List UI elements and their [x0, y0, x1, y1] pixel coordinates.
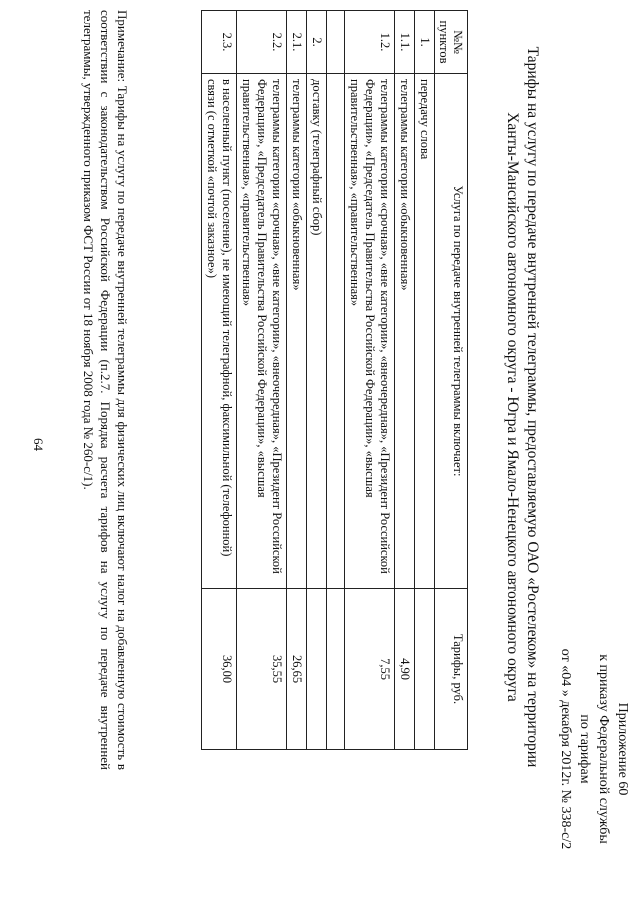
annex-order-scope: по тарифам — [577, 714, 592, 784]
table-row — [307, 11, 327, 750]
table-row — [202, 11, 237, 750]
row-num: 1. — [415, 11, 435, 74]
table-row — [345, 11, 395, 750]
row-num: 2.1. — [287, 11, 307, 74]
row-service: телеграммы категории «срочная», «вне категории», «внеочередная», «Президент Российской Федерации», «Председатель Правительства Российской Федерации», «высшая правительственная», «правительственная» — [237, 74, 287, 589]
row-num: 1.2. — [345, 11, 395, 74]
table-row — [415, 11, 435, 750]
row-tariff — [307, 589, 327, 750]
row-tariff: 26,65 — [287, 589, 307, 750]
row-tariff: 35,55 — [237, 589, 287, 750]
row-service — [327, 74, 345, 589]
row-num: 2. — [307, 11, 327, 74]
row-num: 1.1. — [395, 11, 415, 74]
document-title: Тарифы на услугу по передаче внутренней телеграммы, предоставляемую ОАО «Ростелеком» на территории Ханты-Мансийского автономного округа - Югра и Ямало-Ненецкого автономного округа — [504, 46, 541, 768]
row-tariff — [327, 589, 345, 750]
header-service: Услуга по передаче внутренней телеграммы включает: — [435, 74, 468, 589]
tariff-table — [201, 10, 468, 750]
row-tariff: 4,90 — [395, 589, 415, 750]
row-tariff: 36,00 — [202, 589, 237, 750]
table-row-empty — [327, 11, 345, 750]
row-service: доставку (телеграфный сбор) — [307, 74, 327, 589]
annex-number: Приложение 60 — [615, 702, 630, 796]
row-num — [327, 11, 345, 74]
row-tariff — [415, 589, 435, 750]
annex-order-ref: к приказу Федеральной службы — [596, 654, 611, 844]
row-service: телеграммы категории «обыкновенная» — [395, 74, 415, 589]
row-num: 2.2. — [237, 11, 287, 74]
header-num: №№ пунктов — [435, 11, 468, 74]
table-row — [237, 11, 287, 750]
annex-header — [556, 614, 632, 884]
table-row — [395, 11, 415, 750]
row-tariff: 7,55 — [345, 589, 395, 750]
table-header-row — [435, 11, 468, 750]
footnote: Примечание: Тарифы на услугу по передаче внутренней телеграммы для физических лиц включают налог на добавленную стоимость в соответствии с законодательством Российской Федерации (п.2.7. Порядка расчета тарифов на услугу по передаче внутренней телеграммы, утвержденного приказом ФСТ России от 18 ноября 2008 года № 260-с/1). — [81, 10, 130, 770]
row-service: телеграммы категории «обыкновенная» — [287, 74, 307, 589]
table-row — [287, 11, 307, 750]
row-num: 2.3. — [202, 11, 237, 74]
rotated-sheet — [4, 2, 636, 902]
page-number: 64 — [31, 438, 46, 451]
annex-order-date: от «04 » декабря 2012г. № 338-с/2 — [558, 648, 573, 850]
header-tariff: Тарифы, руб. — [435, 589, 468, 750]
row-service: передачу слова — [415, 74, 435, 589]
row-service: в населенный пункт (поселение), не имеющий телеграфной, факсимильной (телефонной) связи (с отметкой «почтой заказное») — [202, 74, 237, 589]
row-service: телеграммы категории «срочная», «вне категории», «внеочередная», «Президент Российской Федерации», «Председатель Правительства Российской Федерации», «высшая правительственная», «правительственная» — [345, 74, 395, 589]
